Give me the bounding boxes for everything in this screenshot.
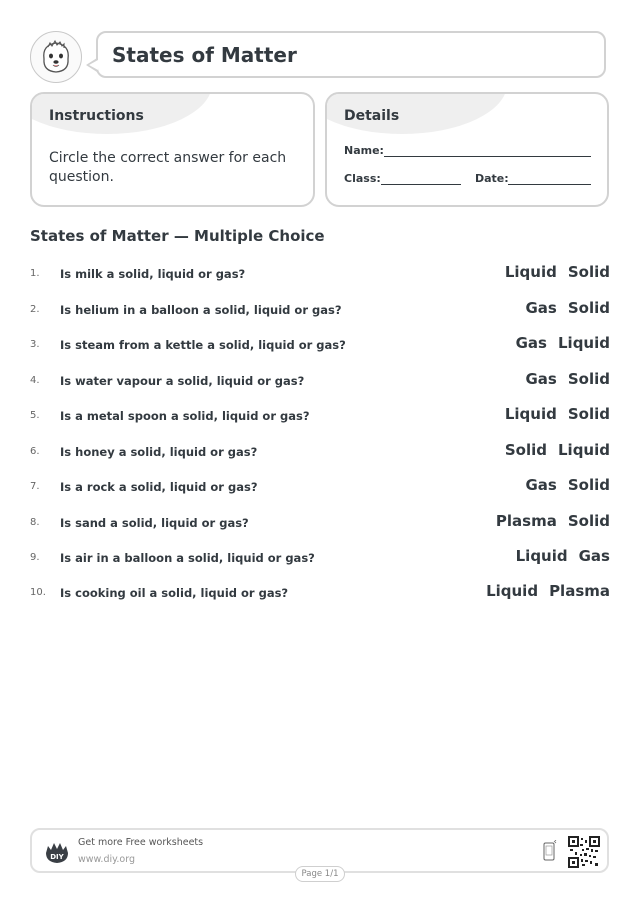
question-number: 3.	[30, 339, 40, 350]
answer-option[interactable]: Liquid	[558, 334, 610, 352]
question-number: 4.	[30, 375, 40, 386]
question-text: Is air in a balloon a solid, liquid or gas?	[60, 551, 315, 565]
answer-option[interactable]: Solid	[567, 476, 610, 494]
page-indicator: Page 1/1	[295, 866, 345, 882]
answer-option[interactable]: Liquid	[486, 582, 539, 600]
diy-logo-icon[interactable]	[44, 840, 70, 866]
answer-options	[525, 476, 610, 494]
question-number: 1.	[30, 268, 40, 279]
question-number: 7.	[30, 481, 40, 492]
question-number: 8.	[30, 517, 40, 528]
answer-option[interactable]: Gas	[525, 370, 557, 388]
details-heading: Details	[344, 108, 400, 124]
answer-options	[505, 441, 610, 459]
answer-options	[486, 582, 610, 600]
class-field[interactable]	[381, 184, 461, 185]
answer-option[interactable]: Gas	[578, 547, 610, 565]
footer-website-link[interactable]: www.diy.org	[78, 854, 135, 865]
question-number: 6.	[30, 446, 40, 457]
question-row	[30, 299, 610, 323]
qr-code-icon[interactable]	[568, 836, 600, 868]
answer-option[interactable]: Plasma	[495, 512, 557, 530]
section-title: States of Matter — Multiple Choice	[30, 227, 325, 245]
question-row	[30, 263, 610, 287]
details-card	[325, 92, 609, 207]
title-box	[96, 31, 606, 78]
answer-option[interactable]: Solid	[567, 263, 610, 281]
answer-option[interactable]: Gas	[525, 299, 557, 317]
answer-option[interactable]: Solid	[567, 405, 610, 423]
question-row	[30, 334, 610, 358]
answer-option[interactable]: Liquid	[504, 263, 557, 281]
question-text: Is honey a solid, liquid or gas?	[60, 445, 258, 459]
class-label: Class:	[344, 172, 381, 185]
answer-options	[525, 299, 610, 317]
answer-option[interactable]: Liquid	[504, 405, 557, 423]
question-number: 9.	[30, 552, 40, 563]
question-text: Is steam from a kettle a solid, liquid or gas?	[60, 338, 346, 352]
question-row	[30, 476, 610, 500]
question-text: Is a rock a solid, liquid or gas?	[60, 480, 258, 494]
answer-options	[505, 405, 610, 423]
answer-option[interactable]: Plasma	[549, 582, 610, 600]
question-row	[30, 582, 610, 606]
answer-option[interactable]: Solid	[504, 441, 547, 459]
answer-option[interactable]: Solid	[567, 370, 610, 388]
answer-option[interactable]: Liquid	[515, 547, 568, 565]
footer-promo-text: Get more Free worksheets	[78, 837, 204, 848]
answer-option[interactable]: Gas	[525, 476, 557, 494]
question-row	[30, 512, 610, 536]
question-row	[30, 441, 610, 465]
answer-options	[505, 263, 610, 281]
page-title: States of Matter	[112, 42, 297, 67]
diy-logo-text: DIY	[50, 853, 64, 861]
mascot-icon	[30, 31, 82, 83]
question-text: Is milk a solid, liquid or gas?	[60, 267, 246, 281]
answer-option[interactable]: Gas	[515, 334, 547, 352]
question-row	[30, 405, 610, 429]
question-text: Is cooking oil a solid, liquid or gas?	[60, 586, 289, 600]
answer-option[interactable]: Solid	[567, 299, 610, 317]
name-label: Name:	[344, 144, 384, 157]
question-number: 5.	[30, 410, 40, 421]
name-field[interactable]	[384, 156, 591, 157]
question-row	[30, 547, 610, 571]
instructions-card	[30, 92, 315, 207]
instructions-text: Circle the correct answer for each question.	[49, 150, 287, 185]
answer-options	[516, 334, 610, 352]
question-number: 2.	[30, 304, 40, 315]
question-text: Is water vapour a solid, liquid or gas?	[60, 374, 305, 388]
instructions-heading: Instructions	[49, 108, 144, 124]
date-label: Date:	[475, 172, 509, 185]
answer-option[interactable]: Solid	[567, 512, 610, 530]
answer-options	[496, 512, 610, 530]
speech-tail-inner	[89, 60, 98, 70]
question-text: Is sand a solid, liquid or gas?	[60, 516, 249, 530]
question-text: Is a metal spoon a solid, liquid or gas?	[60, 409, 310, 423]
question-number: 10.	[30, 587, 46, 598]
question-row	[30, 370, 610, 394]
answer-options	[516, 547, 610, 565]
date-field[interactable]	[508, 184, 591, 185]
question-text: Is helium in a balloon a solid, liquid or gas?	[60, 303, 342, 317]
answer-option[interactable]: Liquid	[558, 441, 610, 459]
answer-options	[525, 370, 610, 388]
phone-icon	[543, 840, 557, 862]
